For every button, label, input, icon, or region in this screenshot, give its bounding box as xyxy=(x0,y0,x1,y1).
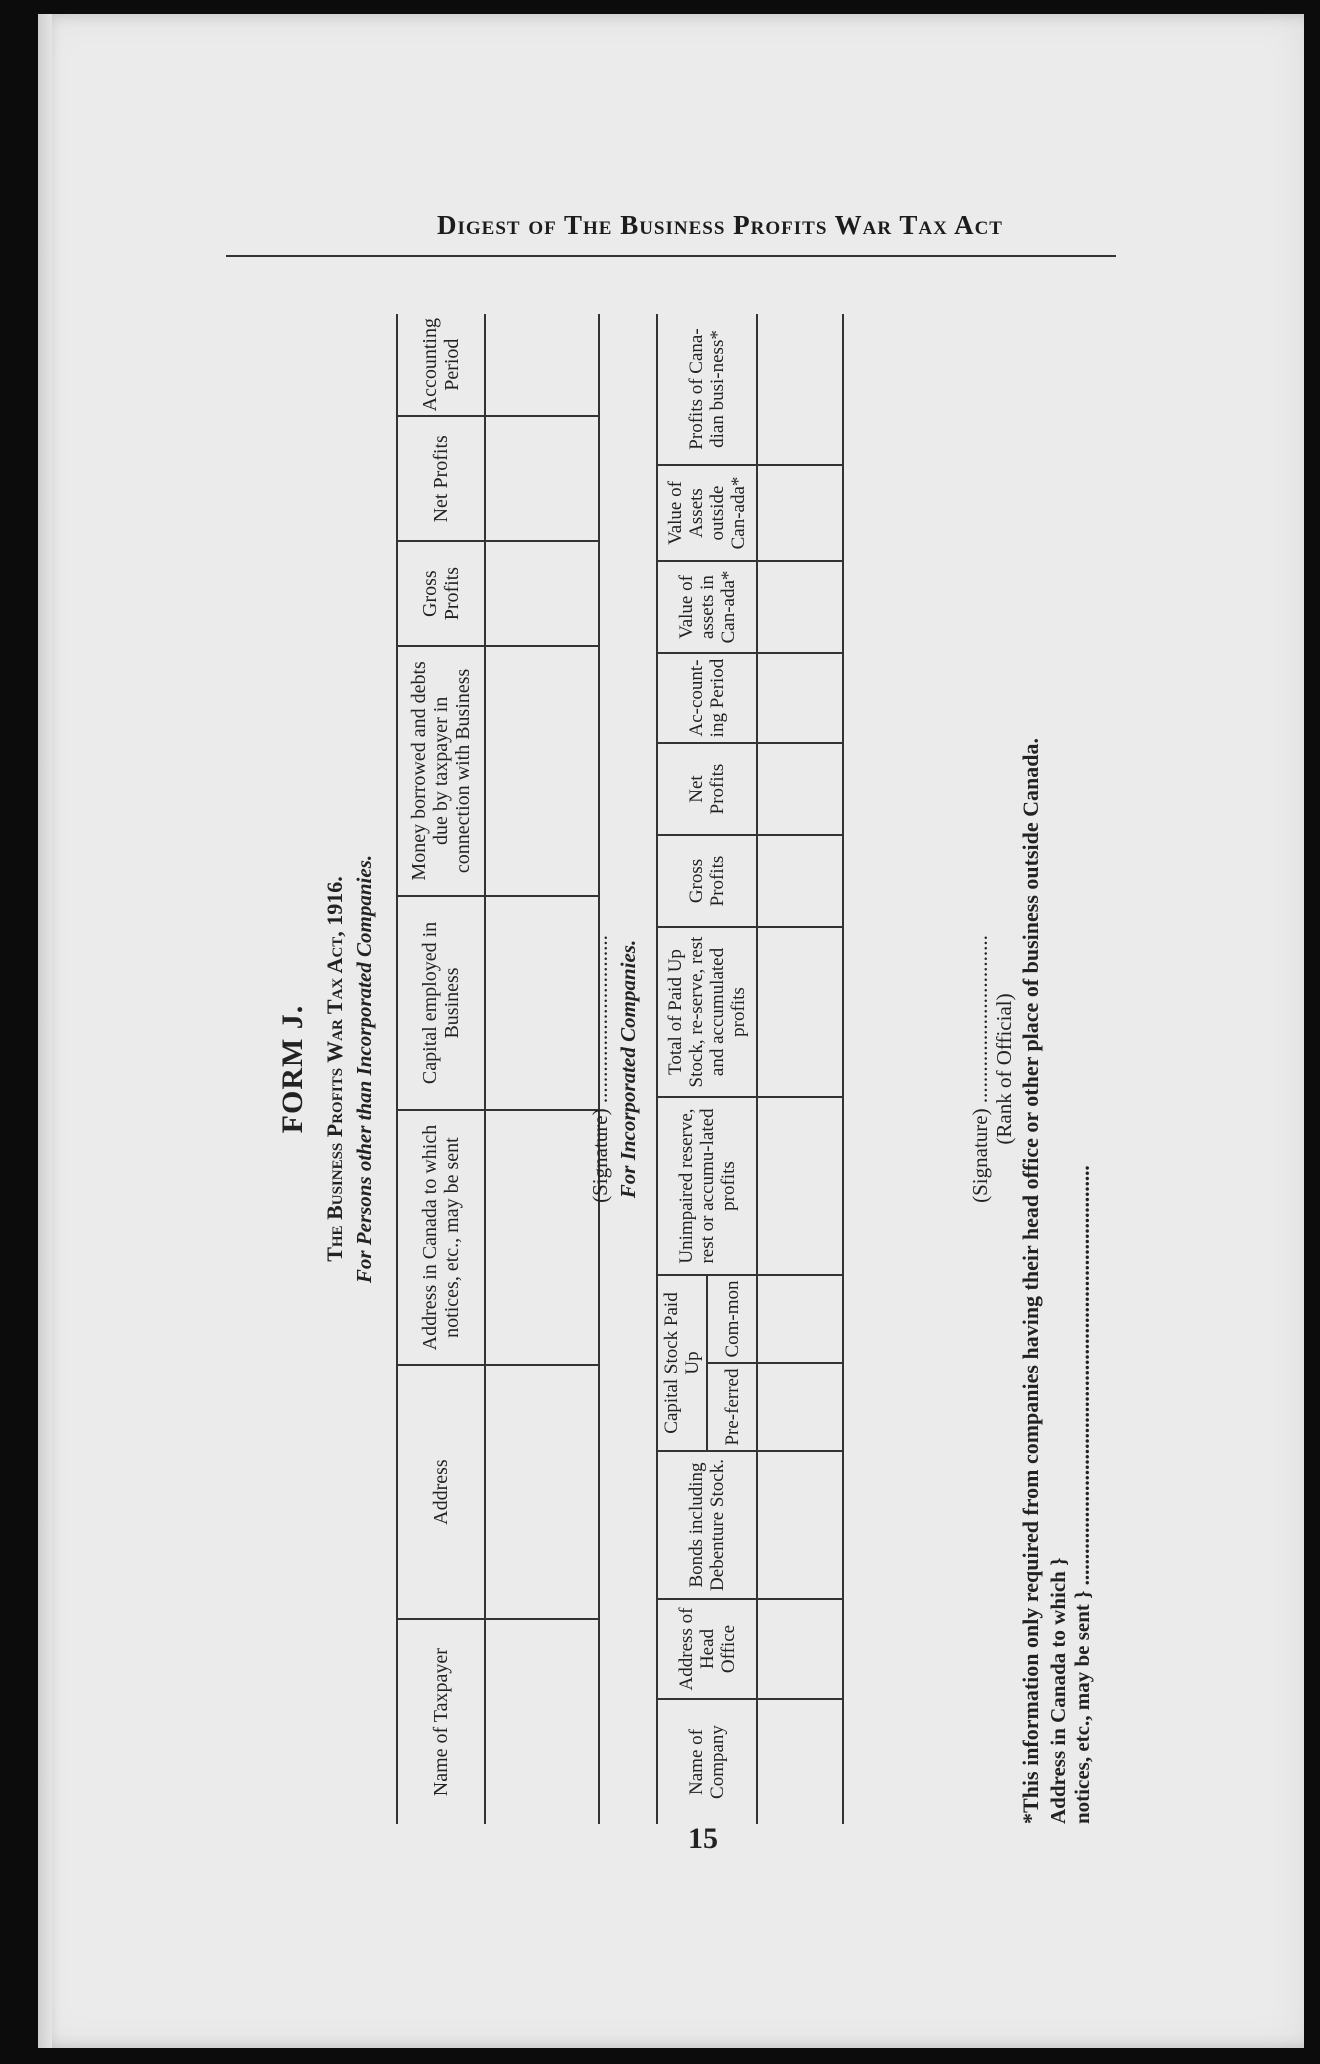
entry-cell[interactable] xyxy=(485,896,599,1111)
col-total-paid-up: Total of Paid Up Stock, re-serve, rest and accumulated profits xyxy=(657,927,757,1097)
col-money-borrowed: Money borrowed and debts due by taxpayer in connection with Business xyxy=(397,646,485,896)
col-capital-stock: Capital Stock Paid Up xyxy=(657,1275,707,1451)
running-header: Digest of The Business Profits War Tax Act xyxy=(437,210,1003,240)
incorporated-entry-row xyxy=(757,314,843,1824)
col-accounting-period: Accounting Period xyxy=(397,314,485,416)
document-page xyxy=(38,14,1304,2048)
entry-cell[interactable] xyxy=(757,835,843,927)
form-title: FORM J. xyxy=(276,1004,309,1134)
entry-cell[interactable] xyxy=(757,653,843,743)
page-number: 15 xyxy=(688,1822,718,1855)
entry-cell[interactable] xyxy=(485,1110,599,1365)
persons-entry-row xyxy=(485,314,599,1824)
entry-cell[interactable] xyxy=(757,465,843,561)
entry-cell[interactable] xyxy=(485,1619,599,1824)
entry-cell[interactable] xyxy=(757,1097,843,1275)
col-gross-profits-inc: Gross Profits xyxy=(657,835,757,927)
entry-cell[interactable] xyxy=(485,416,599,541)
entry-cell[interactable] xyxy=(757,314,843,465)
incorporated-heading: For Incorporated Companies. xyxy=(616,939,640,1199)
col-unimpaired-reserve: Unimpaired reserve, rest or accumu-lated profits xyxy=(657,1097,757,1275)
footnote: *This information only required from companies having their head office or other place of business outside Canada. xyxy=(1018,737,1043,1824)
entry-cell[interactable] xyxy=(757,1599,843,1699)
entry-cell[interactable] xyxy=(757,1451,843,1599)
form-j-rotated xyxy=(268,314,1168,1824)
col-bonds: Bonds including Debenture Stock. xyxy=(657,1451,757,1599)
col-net-profits-inc: Net Profits xyxy=(657,743,757,835)
col-address: Address xyxy=(397,1365,485,1620)
incorporated-table xyxy=(656,314,844,1824)
signature-line-1: (Signature) ................................ xyxy=(588,935,612,1203)
col-assets-outside-canada: Value of Assets outside Can-ada* xyxy=(657,465,757,561)
header-rule xyxy=(226,255,1116,257)
signature-block-2 xyxy=(968,314,1016,1824)
persons-header-row xyxy=(397,314,485,1824)
notice-label-line-2[interactable]: notices, etc., may be sent } ................................................................................ xyxy=(1070,1165,1094,1824)
entry-cell[interactable] xyxy=(485,541,599,646)
col-accounting-period-inc: Ac-count-ing Period xyxy=(657,653,757,743)
col-name-of-company: Name of Company xyxy=(657,1699,757,1824)
entry-cell[interactable] xyxy=(485,1365,599,1620)
entry-cell[interactable] xyxy=(757,1275,843,1363)
entry-cell[interactable] xyxy=(757,1363,843,1451)
col-head-office: Address of Head Office xyxy=(657,1599,757,1699)
col-name-of-taxpayer: Name of Taxpayer xyxy=(397,1619,485,1824)
entry-cell[interactable] xyxy=(757,1699,843,1824)
signature-line-2: (Signature) ................................ xyxy=(968,935,992,1203)
rank-of-official: (Rank of Official) xyxy=(992,993,1016,1145)
notice-label-line-1: Address in Canada to which } xyxy=(1046,1557,1070,1824)
entry-cell[interactable] xyxy=(757,561,843,653)
page-gutter xyxy=(38,14,52,2048)
entry-cell[interactable] xyxy=(757,743,843,835)
entry-cell[interactable] xyxy=(757,927,843,1097)
col-capital-employed: Capital employed in Business xyxy=(397,896,485,1111)
col-gross-profits: Gross Profits xyxy=(397,541,485,646)
col-preferred: Pre-ferred xyxy=(707,1363,757,1451)
entry-cell[interactable] xyxy=(485,314,599,416)
incorporated-header-row-1 xyxy=(657,314,707,1824)
col-assets-in-canada: Value of assets in Can-ada* xyxy=(657,561,757,653)
col-common: Com-mon xyxy=(707,1275,757,1363)
notice-address-block xyxy=(1046,1165,1094,1824)
act-title: The Business Profits War Tax Act, 1916. xyxy=(322,876,347,1262)
entry-cell[interactable] xyxy=(485,646,599,896)
col-address-in-canada: Address in Canada to which notices, etc., may be sent xyxy=(397,1110,485,1365)
persons-table xyxy=(396,314,600,1824)
persons-heading: For Persons other than Incorporated Companies. xyxy=(352,854,376,1284)
col-net-profits: Net Profits xyxy=(397,416,485,541)
col-canadian-business-profits: Profits of Cana-dian busi-ness* xyxy=(657,314,757,465)
